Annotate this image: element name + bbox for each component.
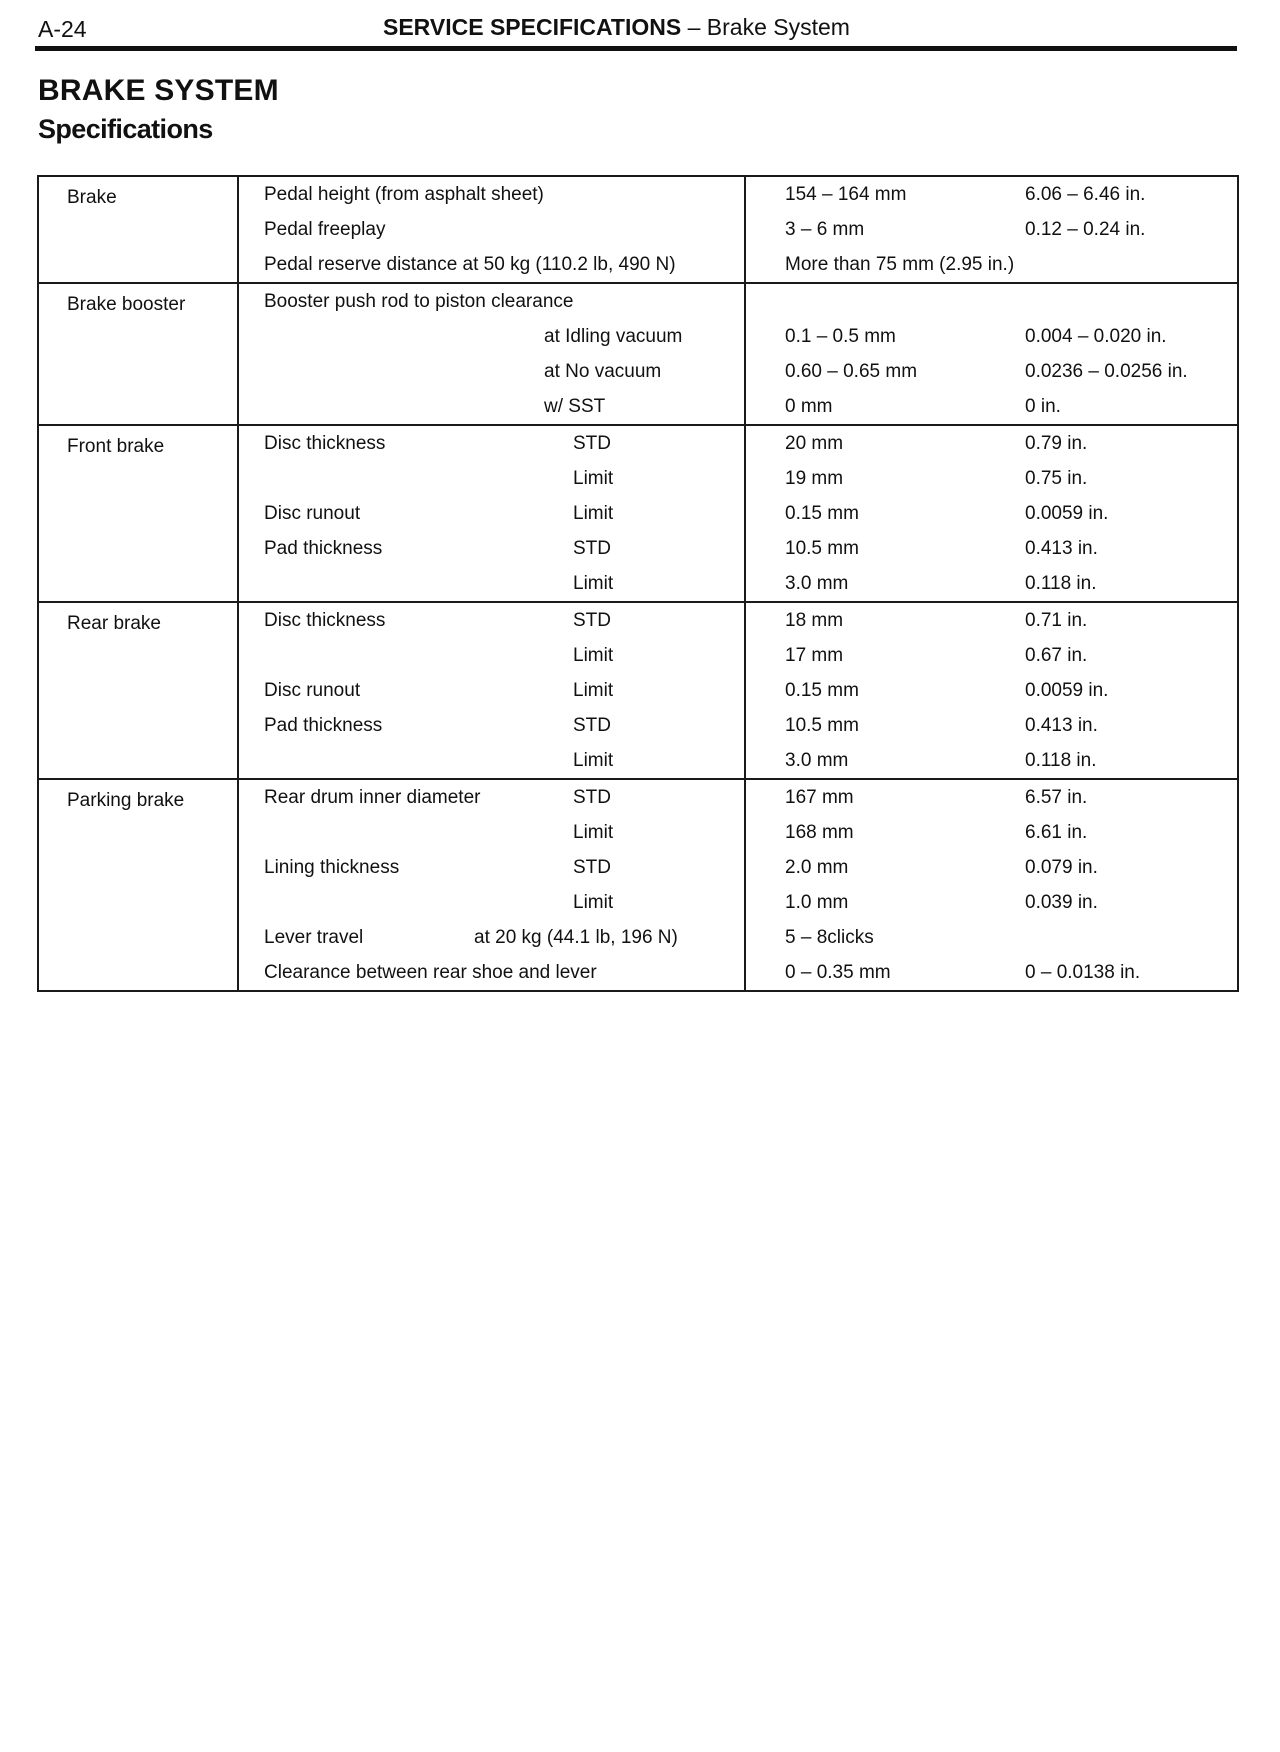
spec-value-line	[746, 319, 1237, 354]
spec-item-line	[239, 284, 744, 319]
spec-item-name: Lever travel	[264, 927, 364, 948]
metric-value: 2.0 mm	[785, 857, 849, 878]
metric-value: 167 mm	[785, 787, 854, 808]
metric-value: 18 mm	[785, 610, 844, 631]
category-label: Parking brake	[67, 790, 185, 811]
spec-condition: at Idling vacuum	[544, 326, 683, 347]
spec-item-line	[239, 247, 744, 282]
imperial-value: 0.413 in.	[1025, 715, 1098, 736]
metric-value: 0 mm	[785, 396, 833, 417]
spec-group-row	[38, 602, 1238, 779]
metric-value: 10.5 mm	[785, 538, 859, 559]
spec-value-line	[746, 603, 1237, 638]
metric-value: 0.60 – 0.65 mm	[785, 361, 918, 382]
spec-item-line	[239, 743, 744, 778]
spec-item-line	[239, 815, 744, 850]
spec-value-line	[746, 212, 1237, 247]
spec-value-line	[746, 426, 1237, 461]
spec-item-name: Pedal freeplay	[264, 219, 386, 240]
section-title: BRAKE SYSTEM	[38, 74, 279, 107]
imperial-value: 0.118 in.	[1025, 750, 1097, 771]
spec-value-line	[746, 389, 1237, 424]
metric-value: 168 mm	[785, 822, 854, 843]
spec-group-row	[38, 176, 1238, 283]
metric-value: 1.0 mm	[785, 892, 849, 913]
metric-value: 154 – 164 mm	[785, 184, 907, 205]
spec-item-line	[239, 177, 744, 212]
imperial-value: 0.413 in.	[1025, 538, 1098, 559]
spec-value-line	[746, 354, 1237, 389]
spec-item-line	[239, 496, 744, 531]
spec-item-line	[239, 461, 744, 496]
spec-value-line	[746, 461, 1237, 496]
imperial-value: 0.71 in.	[1025, 610, 1088, 631]
items-cell	[238, 425, 745, 602]
spec-item-name: Pad thickness	[264, 538, 383, 559]
spec-value-line	[746, 743, 1237, 778]
imperial-value: 0.0059 in.	[1025, 680, 1109, 701]
category-label: Front brake	[67, 436, 165, 457]
spec-item-line	[239, 780, 744, 815]
spec-value-line	[746, 850, 1237, 885]
spec-condition: STD	[573, 857, 611, 878]
spec-item-name: Booster push rod to piston clearance	[264, 291, 574, 312]
items-cell	[238, 779, 745, 991]
spec-condition: STD	[573, 610, 611, 631]
spec-item-name: Clearance between rear shoe and lever	[264, 962, 597, 983]
spec-item-name: Disc runout	[264, 680, 361, 701]
spec-item-line	[239, 212, 744, 247]
metric-value: 20 mm	[785, 433, 844, 454]
items-cell	[238, 283, 745, 425]
spec-item-line	[239, 920, 744, 955]
header-title-bold: SERVICE SPECIFICATIONS	[383, 14, 682, 40]
values-cell	[745, 779, 1238, 991]
metric-value: 19 mm	[785, 468, 844, 489]
spec-value-line	[746, 955, 1237, 990]
imperial-value: 0.0236 – 0.0256 in.	[1025, 361, 1188, 382]
category-label: Rear brake	[67, 613, 161, 634]
spec-value-line	[746, 673, 1237, 708]
spec-value-line	[746, 708, 1237, 743]
spec-value-line	[746, 638, 1237, 673]
spec-condition: Limit	[573, 822, 614, 843]
values-cell	[745, 176, 1238, 283]
spec-condition: at No vacuum	[544, 361, 662, 382]
values-cell	[745, 425, 1238, 602]
category-label: Brake booster	[67, 294, 186, 315]
spec-value-line	[746, 780, 1237, 815]
imperial-value: 0.12 – 0.24 in.	[1025, 219, 1146, 240]
spec-value-line	[746, 566, 1237, 601]
spec-item-line	[239, 603, 744, 638]
category-label: Brake	[67, 187, 117, 208]
spec-item-line	[239, 319, 744, 354]
spec-condition: STD	[573, 715, 611, 736]
page-header	[38, 10, 1238, 46]
spec-condition: Limit	[573, 680, 614, 701]
spec-value-line	[746, 177, 1237, 212]
spec-item-line	[239, 885, 744, 920]
imperial-value: 0.079 in.	[1025, 857, 1098, 878]
spec-item-name: Disc thickness	[264, 610, 386, 631]
imperial-value: 0.0059 in.	[1025, 503, 1109, 524]
metric-value: 0 – 0.35 mm	[785, 962, 891, 983]
spec-condition: Limit	[573, 645, 614, 666]
imperial-value: 0.75 in.	[1025, 468, 1088, 489]
imperial-value: 0.004 – 0.020 in.	[1025, 326, 1167, 347]
spec-condition: Limit	[573, 573, 614, 594]
running-header-title	[383, 14, 850, 41]
spec-condition: STD	[573, 538, 611, 559]
spec-item-name: Rear drum inner diameter	[264, 787, 481, 808]
spec-condition: at 20 kg (44.1 lb, 196 N)	[474, 927, 678, 948]
spec-item-line	[239, 850, 744, 885]
spec-value-line	[746, 531, 1237, 566]
spec-item-name: Pedal reserve distance at 50 kg (110.2 lb, 490 N)	[264, 254, 676, 275]
category-cell	[38, 602, 238, 779]
spec-item-line	[239, 673, 744, 708]
spec-condition: STD	[573, 433, 611, 454]
spec-value-line	[746, 920, 1237, 955]
section-subtitle: Specifications	[38, 114, 213, 144]
spec-item-line	[239, 638, 744, 673]
imperial-value: 6.06 – 6.46 in.	[1025, 184, 1146, 205]
header-title-separator: –	[681, 14, 707, 40]
spec-value-line	[746, 247, 1237, 282]
specifications-table	[37, 175, 1239, 992]
spec-item-line	[239, 531, 744, 566]
category-cell	[38, 176, 238, 283]
values-cell	[745, 602, 1238, 779]
imperial-value: 0.79 in.	[1025, 433, 1088, 454]
metric-value: 3.0 mm	[785, 750, 849, 771]
spec-condition: Limit	[573, 468, 614, 489]
imperial-value: 0.67 in.	[1025, 645, 1088, 666]
spec-item-name: Disc runout	[264, 503, 361, 524]
page-number: A-24	[38, 16, 87, 42]
header-rule	[35, 46, 1237, 51]
spec-condition: w/ SST	[544, 396, 606, 417]
metric-value: More than 75 mm (2.95 in.)	[785, 254, 1015, 275]
spec-item-line	[239, 389, 744, 424]
category-cell	[38, 779, 238, 991]
specifications-table-body	[38, 176, 1238, 991]
spec-group-row	[38, 425, 1238, 602]
metric-value: 10.5 mm	[785, 715, 859, 736]
metric-value: 0.1 – 0.5 mm	[785, 326, 896, 347]
metric-value: 3.0 mm	[785, 573, 849, 594]
spec-value-line	[746, 284, 1237, 319]
metric-value: 3 – 6 mm	[785, 219, 865, 240]
values-cell	[745, 283, 1238, 425]
spec-item-name: Lining thickness	[264, 857, 400, 878]
imperial-value: 0.039 in.	[1025, 892, 1098, 913]
imperial-value: 6.57 in.	[1025, 787, 1088, 808]
spec-condition: Limit	[573, 892, 614, 913]
category-cell	[38, 283, 238, 425]
imperial-value: 0.118 in.	[1025, 573, 1097, 594]
spec-item-name: Disc thickness	[264, 433, 386, 454]
spec-condition: Limit	[573, 503, 614, 524]
imperial-value: 0 – 0.0138 in.	[1025, 962, 1141, 983]
spec-group-row	[38, 283, 1238, 425]
metric-value: 5 – 8clicks	[785, 927, 874, 948]
imperial-value: 0 in.	[1025, 396, 1061, 417]
header-title-rest: Brake System	[706, 14, 850, 40]
spec-item-name: Pad thickness	[264, 715, 383, 736]
spec-value-line	[746, 885, 1237, 920]
spec-item-name: Pedal height (from asphalt sheet)	[264, 184, 544, 205]
metric-value: 17 mm	[785, 645, 844, 666]
spec-item-line	[239, 708, 744, 743]
spec-value-line	[746, 496, 1237, 531]
spec-value-line	[746, 815, 1237, 850]
imperial-value: 6.61 in.	[1025, 822, 1088, 843]
spec-item-line	[239, 566, 744, 601]
metric-value: 0.15 mm	[785, 680, 859, 701]
spec-item-line	[239, 426, 744, 461]
spec-condition: STD	[573, 787, 611, 808]
spec-condition: Limit	[573, 750, 614, 771]
spec-item-line	[239, 354, 744, 389]
category-cell	[38, 425, 238, 602]
items-cell	[238, 176, 745, 283]
spec-item-line	[239, 955, 744, 990]
items-cell	[238, 602, 745, 779]
spec-group-row	[38, 779, 1238, 991]
metric-value: 0.15 mm	[785, 503, 859, 524]
